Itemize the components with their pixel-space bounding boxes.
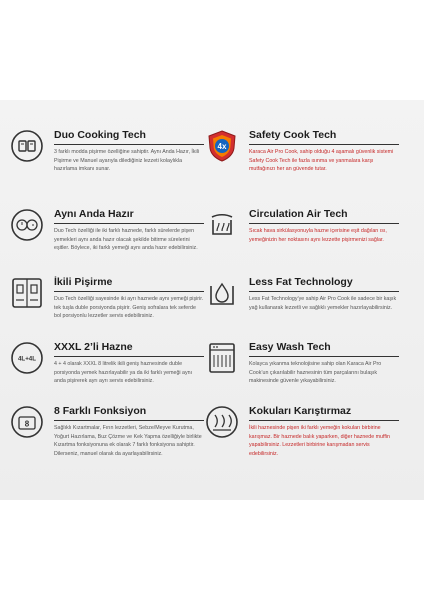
shield-4x-icon xyxy=(205,129,239,163)
feature-description: Sıcak hava sirkülasyonuyla hazne içerisine eşit dağılan ısı, yemeğinizin her noktasını aynı lezzette pişirmenizi sağlar. xyxy=(249,228,387,243)
title-divider xyxy=(249,144,399,145)
feature-title: Safety Cook Tech xyxy=(249,129,337,141)
functions-8-label: 8 xyxy=(24,419,30,429)
feature-title: XXXL 2’li Hazne xyxy=(54,341,133,353)
feature-title: Less Fat Technology xyxy=(249,276,353,288)
xxxl-size-icon xyxy=(10,341,44,375)
title-divider xyxy=(54,420,204,421)
xxxl-size-label: 4L+4L xyxy=(17,355,37,363)
oil-drop-icon xyxy=(205,276,239,310)
feature-title: Circulation Air Tech xyxy=(249,208,348,220)
feature-description: 4 + 4 olarak XXXL 8 litrelik ikili geniş haznesinde duble porsiyonda yemek hazırlayabilir ya da iki farklı yemeği aynı anda pişirerek ayrı ayrı servis edebilirsiniz. xyxy=(54,361,193,385)
title-divider xyxy=(54,291,204,292)
dual-basket-icon xyxy=(10,276,44,310)
title-divider xyxy=(54,223,204,224)
split-display-icon xyxy=(10,129,44,163)
feature-title: Aynı Anda Hazır xyxy=(54,208,134,220)
title-divider xyxy=(249,223,399,224)
dual-clock-icon xyxy=(10,208,44,242)
title-divider xyxy=(249,291,399,292)
dishwasher-icon xyxy=(205,341,239,375)
functions-8-icon xyxy=(10,405,44,439)
no-odor-icon xyxy=(205,405,239,439)
feature-description: Kolayca yıkanma teknolojisine sahip olan Karaca Air Pro Cook’un çıkarılabilir haznesinin tüm parçalarını bulaşık makinesinde güvenle yıkayabilirsiniz. xyxy=(249,361,382,385)
title-divider xyxy=(249,356,399,357)
feature-description: Sağlıklı Kızartmalar, Fırın lezzetleri, Sebze/Meyve Kurutma, Yoğurt Hazırlama, Buz Çözme ve Kek Yapma özelliğiyle birlikte Kızartma fonksiyonuna ek olarak 7 farklı fonksiyona sahiptir. Dilerseniz, manuel olarak da ayarlayabilirsiniz. xyxy=(54,425,202,457)
feature-description: Duo Tech özelliği ile iki farklı haznede, farklı sürelerde pişen yemekleri aynı anda hazır olacak şekilde bitirme sürelerini eşitler. Böylece, iki farklı yemeği aynı anda hazır edebilirsiniz. xyxy=(54,228,198,252)
feature-title: İkili Pişirme xyxy=(54,276,113,288)
shield-4x-label: 4x xyxy=(217,142,227,151)
title-divider xyxy=(249,420,399,421)
features-sheet xyxy=(0,100,424,500)
feature-title: Kokuları Karıştırmaz xyxy=(249,405,352,417)
title-divider xyxy=(54,144,204,145)
feature-description: Less Fat Technology’ye sahip Air Pro Cook ile sadece bir kaşık yağ kullanarak lezzetli ve sağlıklı yemekler hazırlayabilirsiniz. xyxy=(249,296,397,311)
feature-description: 3 farklı modda pişirme özelliğine sahiptir. Aynı Anda Hazır, İkili Pişirme ve Manuel ayarıyla dilediğiniz lezzeti kolaylıkla hazırlama imkanı sunar. xyxy=(54,149,200,173)
feature-title: Easy Wash Tech xyxy=(249,341,331,353)
feature-title: Duo Cooking Tech xyxy=(54,129,146,141)
feature-description: İkili haznesinde pişen iki farklı yemeğin kokuları birbirine karışmaz. Bir haznede balık yaparken, diğer haznede muffin yapabilirsiniz. Lezzetleri birbirine karışmadan servis edebilirsiniz. xyxy=(249,425,390,457)
feature-description: Karaca Air Pro Cook, sahip olduğu 4 aşamalı güvenlik sistemi Safety Cook Tech ile fazla ısınma ve yanmalara karşı mutfağınızı her an güvende tutar. xyxy=(249,149,394,173)
air-flow-icon xyxy=(205,208,239,242)
feature-description: Duo Tech özelliği sayesinde iki ayrı haznede aynı yemeği pişirir. tek tuşla duble porsiyonda pişirir. Geniş sofralara tek seferde bol porsiyonlu lezzetler servis edebilirsiniz. xyxy=(54,296,204,320)
feature-title: 8 Farklı Fonksiyon xyxy=(54,405,147,417)
title-divider xyxy=(54,356,204,357)
